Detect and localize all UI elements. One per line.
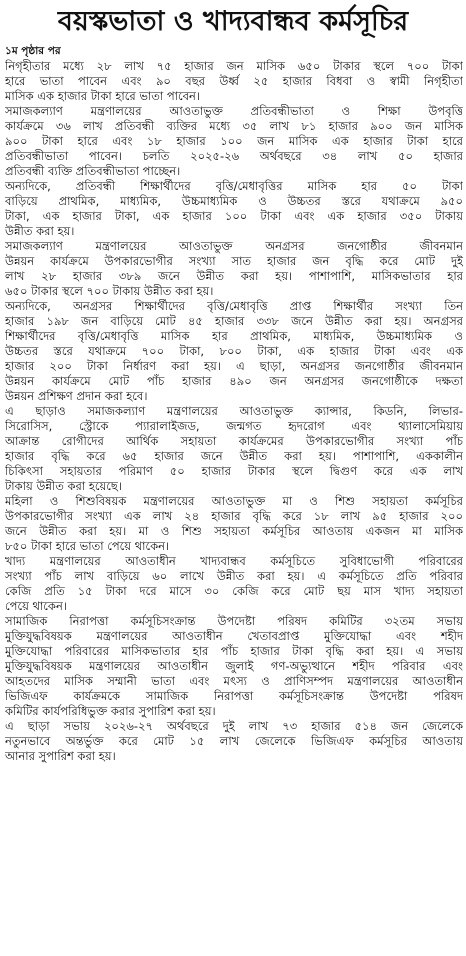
text-line: প্রতিবন্ধী ব্যক্তি প্রতিবন্ধীভাতা পাচ্ছেন।	[5, 164, 181, 178]
text-line: উন্নয়ন কার্যক্রমে মোট পাঁচ হাজার ৪৯০ জন অনগ্রসর জনগোষ্ঠীকে দক্ষতা	[5, 374, 463, 388]
text-line: অন্যদিকে, অনগ্রসর শিক্ষার্থীদের বৃত্তি/মেধাবৃত্তি প্রাপ্ত শিক্ষার্থীর সংখ্যা তিন	[5, 299, 463, 313]
text-line: কমিটির কার্যপরিধিভুক্ত করার সুপারিশ করা হয়।	[5, 704, 216, 718]
paragraph	[5, 104, 463, 179]
text-line: অন্যদিকে, প্রতিবন্ধী শিক্ষার্থীদের বৃত্তি/মেধাবৃত্তির মাসিক হার ৫০ টাকা	[5, 179, 463, 193]
paragraph	[5, 494, 463, 554]
text-line: মাসিক এক হাজার টাকা হারে ভাতা পাবেন।	[5, 89, 201, 103]
text-line: প্রতিবন্ধীভাতা পাবেন। চলতি ২০২৫-২৬ অর্থবছরে ৩৪ লাখ ৫০ হাজার	[5, 149, 463, 163]
text-line: পেয়ে থাকেন।	[5, 599, 67, 613]
text-line: হারে ভাতা পাবেন এবং ৯০ বছর উর্ধ্ব ২৫ হাজার বিধবা ও স্বামী নিগৃহীতা	[5, 74, 463, 88]
text-line: নিগৃহীতার মধ্যে ২৮ লাখ ৭৫ হাজার জন মাসিক ৬৫০ টাকার স্থলে ৭০০ টাকা	[5, 59, 463, 73]
text-line: আহতদের মাসিক সম্মানী ভাতা এবং মৎস্য ও প্রাণিসম্পদ মন্ত্রণালয়ের আওতাধীন	[5, 674, 463, 688]
text-line: টাকা, এক হাজার টাকা, এক হাজার ১০০ টাকা এবং এক হাজার ৩৫০ টাকায়	[5, 209, 463, 223]
text-line: উন্নীত করা হয়।	[5, 224, 75, 238]
text-line: সমাজকল্যাণ মন্ত্রণালয়ের আওতাভুক্ত অনগ্রসর জনগোষ্ঠীর জীবনমান	[5, 239, 463, 253]
text-line: আক্রান্ত রোগীদের আর্থিক সহায়তা কার্যক্রমের উপকারভোগীর সংখ্যা পাঁচ	[5, 434, 463, 448]
article-body	[5, 59, 463, 764]
paragraph	[5, 554, 463, 614]
headline: বয়স্কভাতা ও খাদ্যবান্ধব কর্মসূচির	[57, 6, 409, 37]
text-line: ৮৫০ টাকা হারে ভাতা পেয়ে থাকেন।	[5, 539, 170, 553]
text-line: উন্নয়ন কার্যক্রমে উপকারভোগীর সংখ্যা সাত হাজার জন বৃদ্ধি করে মোট দুই	[5, 254, 463, 268]
text-line: সমাজকল্যাণ মন্ত্রণালয়ের আওতাভুক্ত প্রতিবন্ধীভাতা ও শিক্ষা উপবৃত্তি	[5, 104, 463, 118]
text-line: ভিজিএফ কার্যক্রমকে সামাজিক নিরাপত্তা কর্মসূচিসংক্রান্ত উপদেষ্টা পরিষদ	[5, 689, 463, 703]
text-line: খাদ্য মন্ত্রণালয়ের আওতাধীন খাদ্যবান্ধব কর্মসূচিতে সুবিধাভোগী পরিবারের	[5, 554, 463, 568]
paragraph	[5, 239, 463, 299]
text-line: এ ছাড়া সভায় ২০২৬-২৭ অর্থবছরে দুই লাখ ৭৩ হাজার ৫১৪ জন জেলেকে	[5, 719, 463, 733]
text-line: সংখ্যা পাঁচ লাখ বাড়িয়ে ৬০ লাখে উন্নীত করা হয়। এ কর্মসূচিতে প্রতি পরিবার	[5, 569, 463, 583]
text-line: ৯০০ টাকা হারে এবং ১৮ হাজার ১০০ জন মাসিক এক হাজার টাকা হারে	[5, 134, 463, 148]
text-line: সামাজিক নিরাপত্তা কর্মসূচিসংক্রান্ত উপদেষ্টা পরিষদ কমিটির ৩২তম সভায়	[5, 614, 463, 628]
text-line: এ ছাড়াও সমাজকল্যাণ মন্ত্রণালয়ের আওতাভুক্ত ক্যান্সার, কিডনি, লিভার-	[5, 404, 463, 418]
text-line: চিকিৎসা সহায়তার পরিমাণ ৫০ হাজার টাকার স্থলে দ্বিগুণ করে এক লাখ	[5, 464, 463, 478]
text-line: শিক্ষার্থীদের বৃত্তি/মেধাবৃত্তি মাসিক হার প্রাথমিক, মাধ্যমিক, উচ্চমাধ্যমিক ও	[5, 329, 463, 343]
text-line: টাকায় উন্নীত করা হয়েছে।	[5, 479, 123, 493]
paragraph	[5, 299, 463, 404]
text-line: মুক্তিযুদ্ধবিষয়ক মন্ত্রণালয়ের আওতাধীন খেতাবপ্রাপ্ত মুক্তিযোদ্ধা এবং শহীদ	[5, 629, 463, 643]
text-line: সিরোসিস, স্ট্রোকে প্যারালাইজড, জন্মগত হৃদরোগ এবং থ্যালাসেমিয়ায়	[5, 419, 463, 433]
text-line: হাজার বৃদ্ধি করে ৬৫ হাজার জনে উন্নীত করা হয়। পাশাপাশি, এককালীন	[5, 449, 463, 463]
text-line: আনার সুপারিশ করা হয়।	[5, 749, 116, 763]
paragraph	[5, 179, 463, 239]
text-line: মহিলা ও শিশুবিষয়ক মন্ত্রণালয়ের আওতাভুক্ত মা ও শিশু সহায়তা কর্মসূচির	[5, 494, 463, 508]
text-line: কার্যক্রমে ৩৬ লাখ প্রতিবন্ধী ব্যক্তির মধ্যে ৩৫ লাখ ৮১ হাজার ৯০০ জন মাসিক	[5, 119, 463, 133]
text-line: হাজার ২০০ টাকা নির্ধারণ করা হয়। এ ছাড়া, অনগ্রসর জনগোষ্ঠীর জীবনমান	[5, 359, 463, 373]
text-line: মুক্তিযোদ্ধা পরিবারের মাসিকভাতার হার পাঁচ হাজার টাকা বৃদ্ধি করা হয়। এ সভায়	[5, 644, 463, 658]
text-line: বাড়িয়ে প্রাথমিক, মাধ্যমিক, উচ্চমাধ্যমিক ও উচ্চতর স্তরে যথাক্রমে ৯৫০	[5, 194, 463, 208]
paragraph	[5, 404, 463, 494]
text-line: জনে উন্নীত করা হয়। মা ও শিশু সহায়তা কর্মসূচির আওতায় একজন মা মাসিক	[5, 524, 463, 538]
text-line: হাজার ১৯৮ জন বাড়িয়ে মোট ৪৫ হাজার ৩৩৮ জনে উন্নীত করা হয়। অনগ্রসর	[5, 314, 463, 328]
text-line: কেজি প্রতি ১৫ টাকা দরে মাসে ৩০ কেজি করে মোট ছয় মাস খাদ্য সহায়তা	[5, 584, 463, 598]
text-line: নতুনভাবে অন্তর্ভুক্ত করে মোট ১৫ লাখ জেলেকে ভিজিএফ কর্মসূচির আওতায়	[5, 734, 463, 748]
continued-from-page-label: ১ম পৃষ্ঠার পর	[5, 45, 61, 57]
paragraph	[5, 719, 463, 764]
text-line: উপকারভোগীর সংখ্যা এক লাখ ২৪ হাজার বৃদ্ধি করে ১৮ লাখ ৯৫ হাজার ২০০	[5, 509, 463, 523]
text-line: উচ্চতর স্তরে যথাক্রমে ৭০০ টাকা, ৮০০ টাকা, এক হাজার টাকা এবং এক	[5, 344, 463, 358]
text-line: লাখ ২৮ হাজার ৩৮৯ জনে উন্নীত করা হয়। পাশাপাশি, মাসিকভাতার হার	[5, 269, 463, 283]
text-line: উন্নয়ন প্রশিক্ষণ প্রদান করা হবে।	[5, 389, 148, 403]
text-line: মুক্তিযুদ্ধবিষয়ক মন্ত্রণালয়ের আওতাধীন জুলাই গণ-অভ্যুত্থানে শহীদ পরিবার এবং	[5, 659, 463, 673]
paragraph	[5, 59, 463, 104]
text-line: ৬৫০ টাকার স্থলে ৭০০ টাকায় উন্নীত করা হয়।	[5, 284, 214, 298]
paragraph	[5, 614, 463, 719]
